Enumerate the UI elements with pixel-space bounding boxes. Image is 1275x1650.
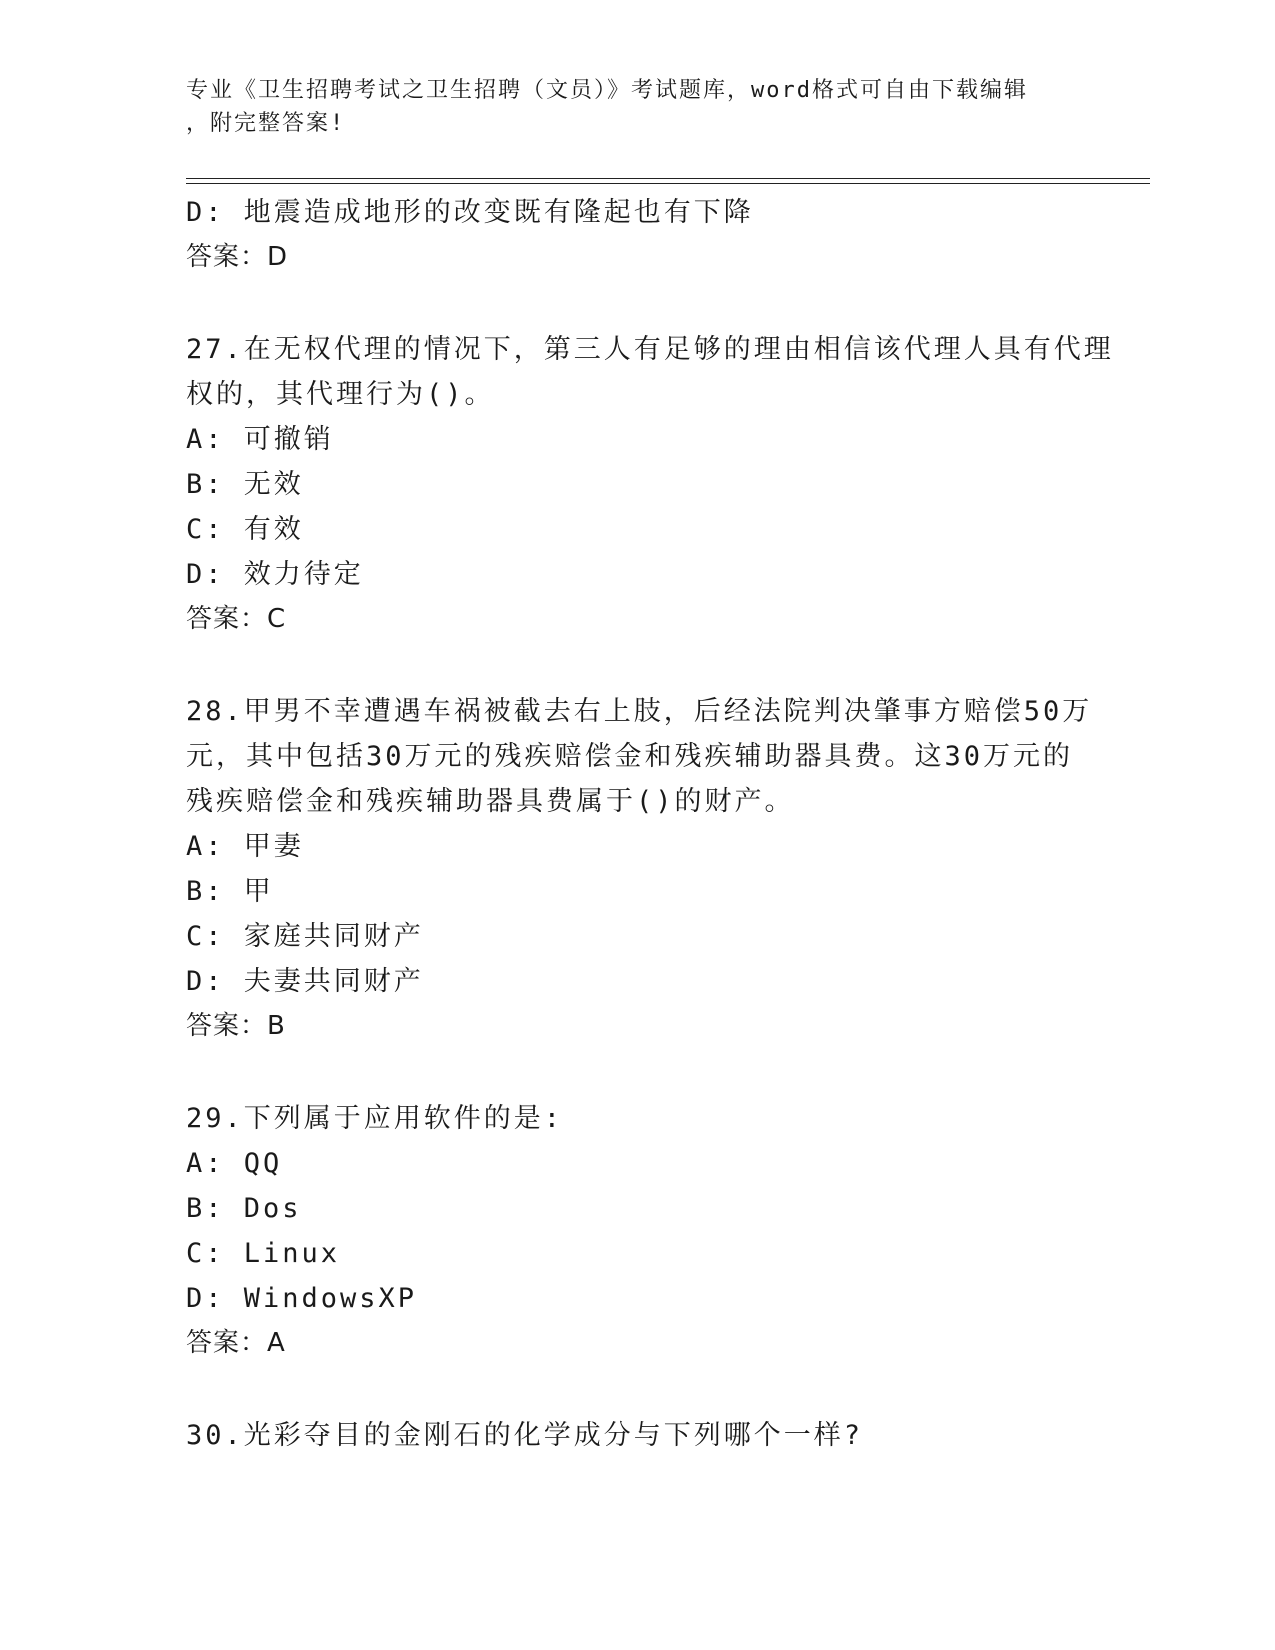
option-d: D: 夫妻共同财产 (186, 966, 424, 997)
option-c: C: Linux (186, 1238, 341, 1269)
header-rule-bottom (186, 183, 1150, 184)
question-list (186, 190, 1114, 1458)
header-rule-top (186, 178, 1150, 179)
question-block-28 (186, 689, 1093, 1049)
question-block-29 (186, 1096, 1086, 1366)
header-line-1: 专业《卫生招聘考试之卫生招聘（文员）》考试题库，word格式可自由下载编辑 (186, 78, 1028, 103)
answer-line: 答案：C (186, 604, 287, 634)
option-a: A: QQ (186, 1148, 283, 1179)
option-d: D: WindowsXP (186, 1283, 418, 1314)
option-b: B: Dos (186, 1193, 302, 1224)
spacer (186, 1366, 1086, 1413)
option-c: C: 有效 (186, 514, 304, 545)
answer-line: 答案：D (186, 242, 289, 272)
question-block-previous (186, 190, 1086, 280)
spacer (186, 280, 1086, 327)
spacer (186, 642, 1086, 689)
document-header (186, 74, 1086, 140)
option-a: A: 甲妻 (186, 831, 304, 862)
answer-line: 答案：B (186, 1011, 286, 1041)
option-c: C: 家庭共同财产 (186, 921, 424, 952)
question-text: 残疾赔偿金和残疾辅助器具费属于()的财产。 (186, 786, 795, 817)
question-text: 元，其中包括30万元的残疾赔偿金和残疾辅助器具费。这30万元的 (186, 741, 1074, 772)
question-block-27 (186, 327, 1114, 642)
question-text: 29.下列属于应用软件的是: (186, 1103, 564, 1134)
question-text: 27.在无权代理的情况下，第三人有足够的理由相信该代理人具有代理 (186, 334, 1114, 365)
option-d: D: 效力待定 (186, 559, 364, 590)
spacer (186, 1049, 1086, 1096)
header-line-2: ，附完整答案! (186, 111, 346, 136)
option-b: B: 无效 (186, 469, 304, 500)
question-block-30 (186, 1413, 1086, 1458)
question-text: 28.甲男不幸遭遇车祸被截去右上肢，后经法院判决肇事方赔偿50万 (186, 696, 1093, 727)
answer-line: 答案：A (186, 1328, 286, 1358)
option-d: D: 地震造成地形的改变既有隆起也有下降 (186, 197, 754, 228)
question-text: 权的，其代理行为()。 (186, 379, 495, 410)
question-text: 30.光彩夺目的金刚石的化学成分与下列哪个一样? (186, 1420, 864, 1451)
option-b: B: 甲 (186, 876, 274, 907)
option-a: A: 可撤销 (186, 424, 334, 455)
